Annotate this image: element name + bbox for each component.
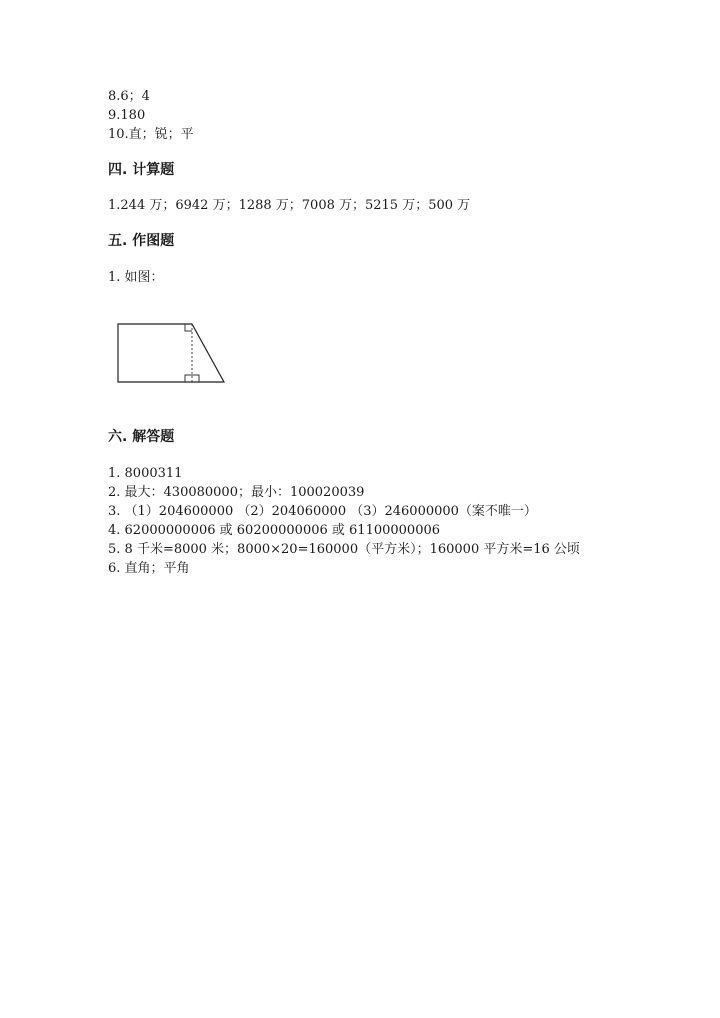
- solution-answer-5: 5. 8 千米=8000 米；8000×20=160000（平方米）；160000 平方米=16 公顷: [108, 542, 580, 557]
- solution-answer-3: 3. （1）204600000 （2）204060000 （3）246000000（案不唯一）: [108, 504, 537, 519]
- trapezoid-outline: [118, 324, 224, 382]
- drawing-answer-1: 1. 如图：: [108, 270, 164, 285]
- answer-line-10: 10.直；锐；平: [108, 127, 194, 142]
- section-heading-calculation: 四. 计算题: [108, 162, 175, 178]
- solution-answer-1: 1. 8000311: [108, 466, 183, 481]
- answer-line-9: 9.180: [108, 108, 146, 123]
- right-angle-mark-bottom-right: [192, 375, 199, 382]
- trapezoid-figure: [108, 316, 228, 386]
- section-heading-solutions: 六. 解答题: [108, 429, 175, 445]
- right-angle-mark-bottom: [185, 375, 192, 382]
- calculation-answer-1: 1.244 万；6942 万；1288 万；7008 万；5215 万；500 万: [108, 198, 471, 213]
- section-heading-drawing: 五. 作图题: [108, 233, 175, 249]
- right-angle-mark-top: [185, 324, 192, 331]
- solution-answer-2: 2. 最大：430080000；最小：100020039: [108, 485, 365, 500]
- answer-line-8: 8.6；4: [108, 89, 150, 104]
- solution-answer-4: 4. 62000000006 或 60200000006 或 61100000006: [108, 523, 441, 538]
- solution-answer-6: 6. 直角；平角: [108, 561, 190, 576]
